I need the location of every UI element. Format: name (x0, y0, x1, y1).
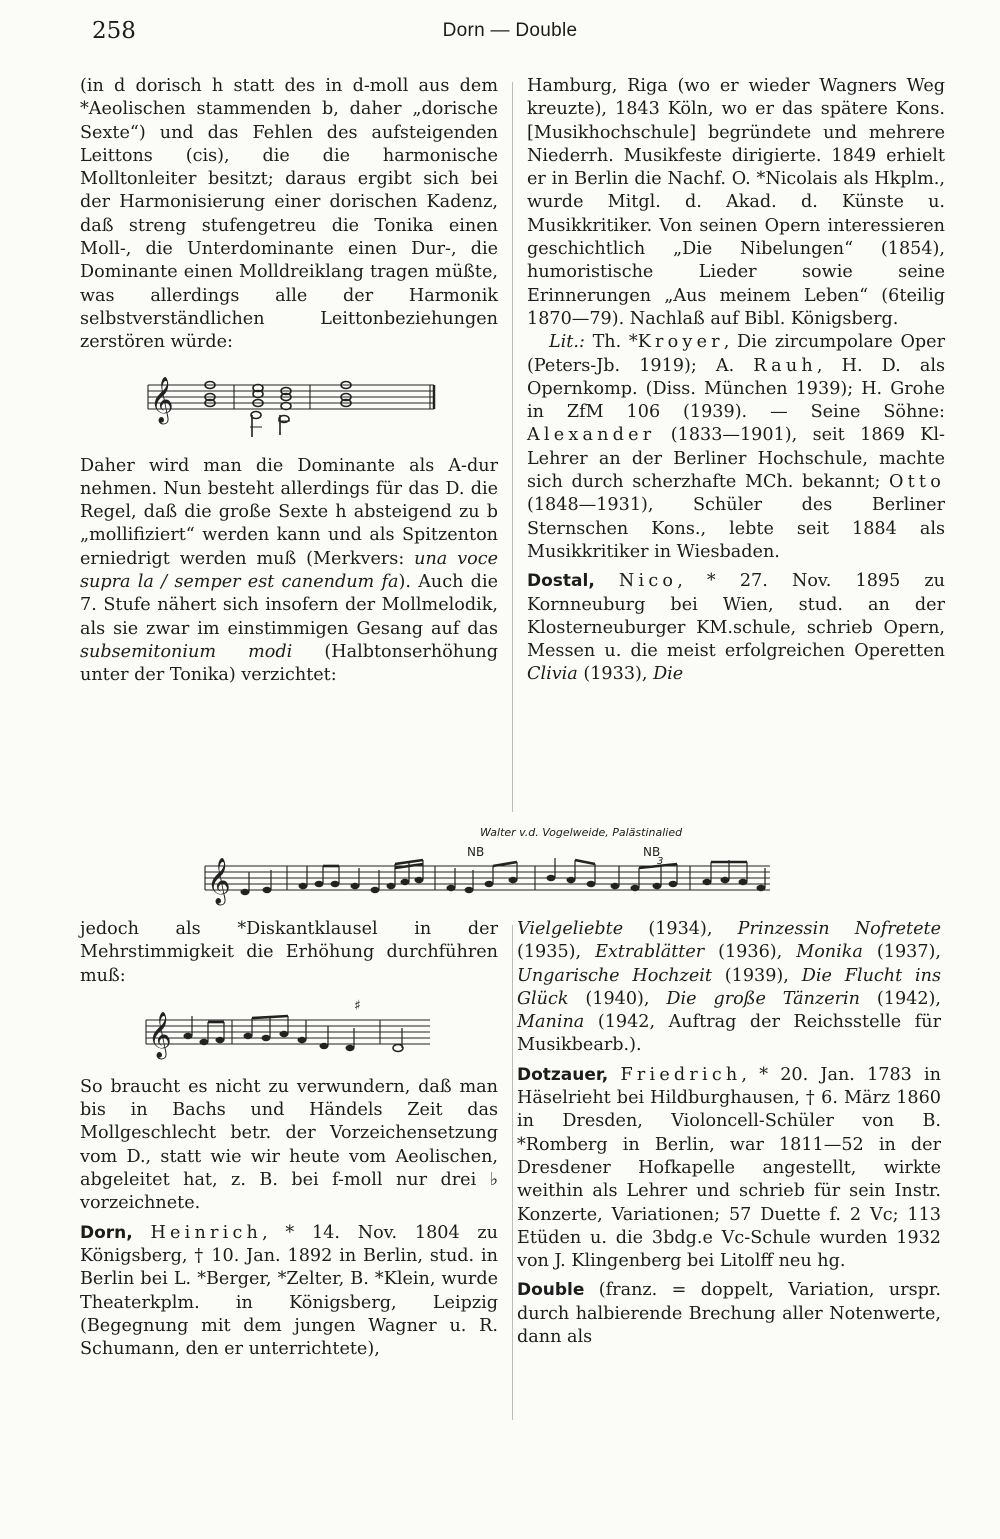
name-alexander: Alexander (527, 425, 656, 446)
music-example-palaestinalied (195, 828, 775, 908)
left-column-bottom (80, 918, 498, 1361)
work-die: Die (653, 664, 684, 685)
right-column-top (527, 75, 945, 687)
work-clivia: Clivia (527, 664, 578, 685)
nb-marker: NB (643, 845, 661, 859)
paragraph-mollgeschlecht-a: So braucht es nicht zu verwundern, daß man bis in Bachs und Händels Zeit das Mollgeschlecht betr. der Vorzeichensetzung vom D., statt wie wir heute vom Aeolischen, abgeleitet hat, z. B. bei f-moll nur drei (80, 1076, 498, 1191)
entry-dorn: Dorn, Heinrich, * 14. Nov. 1804 zu Königsberg, † 10. Jan. 1892 in Berlin, stud. in Berlin bei L. *Berger, *Zelter, B. *Klein, wurde Theaterkplm. in Königsberg, Leipzig (Begegnung mit dem jungen Wagner u. R. Schumann, den er unterrichtete), (80, 1222, 499, 1360)
name-friedrich: Friedrich (620, 1064, 742, 1085)
paragraph-dominant-a: Daher wird man die Dominante als A-dur nehmen. Nun besteht allerdings für das D. die Regel, daß die große Sexte h absteigend zu b „mollifiziert“ werden kann und als Spitzenton erniedrigt werden muß (Merkvers: (80, 455, 498, 569)
column-divider-top (512, 82, 513, 812)
headword-dorn: Dorn, (80, 1222, 133, 1243)
name-heinrich: Heinrich (150, 1222, 263, 1243)
column-divider-bottom (512, 925, 513, 1420)
entry-dotzauer: Dotzauer, Friedrich, * 20. Jan. 1783 in Häselrieht bei Hildburghausen, † 6. März 1860 in Dresden, Violoncell-Schüler von B. *Romberg in Berlin, war 1811—52 in der Dresdener Hofkapelle angestellt, wirkte weithin als Lehrer und schrieb für sein Instr. Konzerte, Variationen; 57 Duette f. 2 Vc; 113 Etüden u. die 3bdg.e Vc-Schule wurden 1932 von J. Klingenberg bei Litolff neu hg. (517, 1064, 941, 1272)
svg-text:𝄞: 𝄞 (150, 376, 174, 423)
music-example-cadence (80, 363, 498, 445)
music-example-diskantklausel (80, 996, 498, 1066)
page-number: 258 (92, 18, 136, 44)
music-caption: Walter v.d. Vogelweide, Palästinalied (480, 826, 683, 839)
svg-text:♯: ♯ (354, 997, 361, 1014)
entry-dostal: Dostal, Nico, * 27. Nov. 1895 zu Kornneuburg bei Wien, stud. an der Klosterneuburger KM.schule, schrieb Opern, Messen u. die meist erfolgreichen Operetten Clivia (1933), Die (527, 571, 945, 685)
headword-dotzauer: Dotzauer, (517, 1064, 609, 1085)
dostal-works: Vielgeliebte (1934), Prinzessin Nofretete (1935), Extrablätter (1936), Monika (1937), Ungarische Hochzeit (1939), Die Flucht ins Glück (1940), Die große Tänzerin (1942), Manina (1942, Auftrag der Reichsstelle für Musikbearb.). (517, 919, 942, 1056)
term-subsemitonium: subsemitonium modi (80, 641, 293, 662)
paragraph-dominant-b: ). Auch die 7. Stufe nähert sich insofern der Mollmelodik, als sie zwar im einstimmigen Gesang auf das (80, 572, 498, 639)
nb-marker: NB (467, 845, 485, 859)
merkvers: una voce supra la / semper est canendum fa (80, 548, 498, 593)
literature-paragraph: Lit.: Th. *Kroyer, Die zircumpolare Oper (Peters-Jb. 1919); A. Rauh, H. D. als Opernkomp. (Diss. München 1939); H. Grohe in ZfM 106 (1939). — Seine Söhne: Alexander (1833—1901), seit 1869 Kl-Lehrer an der Berliner Hochschule, machte sich durch scherzhafte MCh. bekannt; Otto (1848—1931), Schüler des Berliner Sternschen Kons., lebte seit 1884 als Musikkritiker in Wiesbaden. (527, 332, 945, 562)
left-column-top (80, 75, 498, 688)
lit-label: Lit.: (549, 332, 585, 353)
paragraph-diskantklausel: jedoch als *Diskantklausel in der Mehrstimmigkeit die Erhöhung durchführen muß: (80, 919, 498, 986)
right-column-bottom (517, 918, 941, 1349)
running-head: Dorn — Double (442, 20, 578, 41)
paragraph-dorn-continued: Hamburg, Riga (wo er wieder Wagners Weg kreuzte), 1843 Köln, wo er das spätere Kons. [Musikhochschule] begründete und mehrere Niederrh. Musikfeste dirigierte. 1849 erhielt er in Berlin die Nachf. O. *Nicolais als Hkplm., wurde Mitgl. d. Akad. d. Künste u. Musikkritiker. Von seinen Opern interessieren geschichtlich „Die Nibelungen“ (1854), humoristische Lieder sowie seine Erinnerungen „Aus meinem Leben“ (6teilig 1870—79). Nachlaß auf Bibl. Königsberg. (527, 76, 945, 329)
svg-text:𝄞: 𝄞 (207, 858, 231, 904)
name-otto: Otto (889, 472, 945, 493)
name-kroyer: Kroyer (637, 332, 724, 353)
paragraph-dorian: (in d dorisch h statt des in d-moll aus dem *Aeolischen stammenden b, daher „dorische Sexte“) und das Fehlen des aufsteigenden Leittons (cis), die die harmonische Molltonleiter besitzt; daraus ergibt sich bei der Harmonisierung einer dorischen Kadenz, daß streng stufengetreu die Tonika einen Moll-, die Unterdominante einen Dur-, die Dominante einen Molldreiklang tragen müßte, was allerdings alle der Harmonik selbstverständlichen Leittonbeziehungen zerstören würde: (80, 76, 498, 353)
headword-dostal: Dostal, (527, 571, 595, 592)
svg-text:𝄞: 𝄞 (148, 1011, 172, 1058)
paragraph-mollgeschlecht-b: vorzeichnete. (80, 1193, 201, 1214)
paragraph-dominant-c: (Halbtonserhöhung unter der Tonika) verzichtet: (80, 641, 498, 686)
page-header (80, 18, 940, 52)
flat-sign: ♭ (489, 1170, 498, 1191)
name-rauh: Rauh (753, 355, 817, 376)
name-nico: Nico (618, 571, 678, 592)
headword-double: Double (517, 1280, 585, 1301)
triplet-mark: 3 (657, 856, 664, 867)
entry-double: Double (franz. = doppelt, Variation, urspr. durch halbierende Brechung aller Notenwerte, dann als (517, 1280, 941, 1348)
